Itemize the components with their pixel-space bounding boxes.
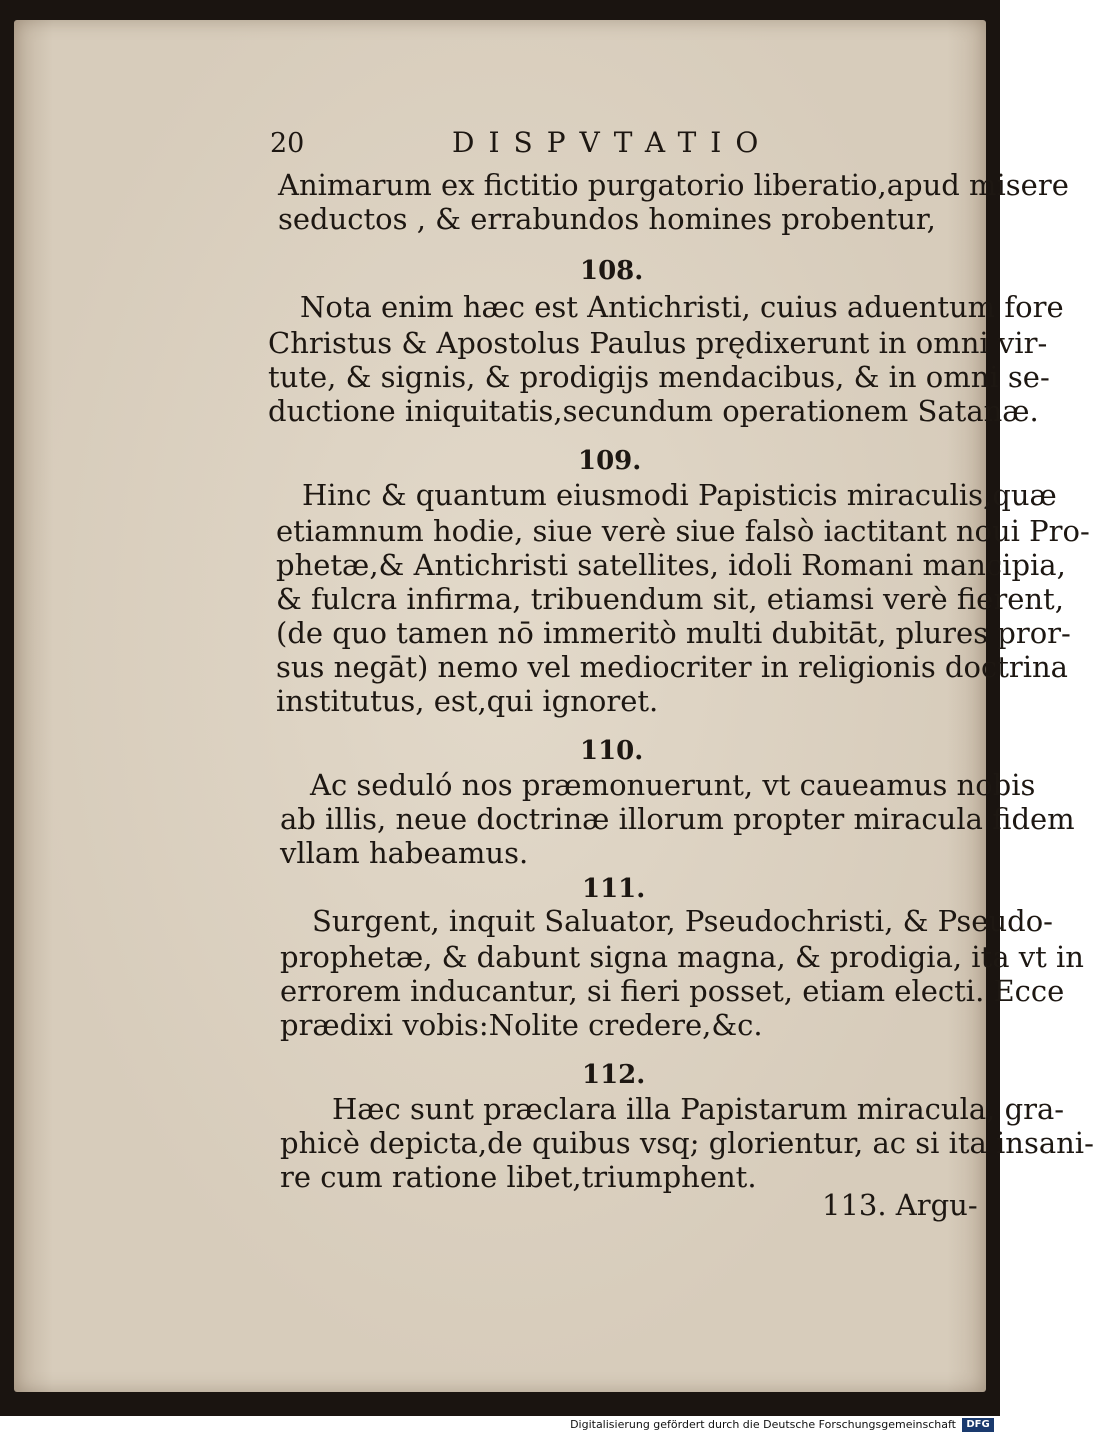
running-head: DISPVTATIO	[452, 126, 773, 159]
catchword: 113. Argu-	[822, 1188, 978, 1222]
page-number: 20	[270, 128, 305, 159]
footer-bar	[0, 1416, 1000, 1436]
text-line: Nota enim hæc est Antichristi, cuius aduentum fore	[300, 290, 1064, 324]
text-line: tute, & signis, & prodigijs mendacibus, & in omni se-	[268, 360, 1050, 394]
text-line: re cum ratione libet,triumphent.	[280, 1160, 757, 1194]
text-line: Animarum ex fictitio purgatorio liberatio,apud misere	[278, 168, 1069, 202]
text-line: ab illis, neue doctrinæ illorum propter miracula fidem	[280, 802, 1075, 836]
text-line: Hæc sunt præclara illa Papistarum miracula, gra-	[332, 1092, 1065, 1126]
text-line: etiamnum hodie, siue verè siue falsò iactitant noui Pro-	[276, 514, 1090, 548]
text-line: prædixi vobis:Nolite credere,&c.	[280, 1008, 763, 1042]
section-number: 109.	[578, 446, 642, 476]
text-line: ductione iniquitatis,secundum operationem Satanæ.	[268, 394, 1039, 428]
text-line: Christus & Apostolus Paulus prędixerunt in omni vir-	[268, 326, 1048, 360]
section-number: 112.	[582, 1060, 646, 1090]
book-page	[14, 20, 1094, 1392]
text-line: institutus, est,qui ignoret.	[276, 684, 659, 718]
text-line: & fulcra infirma, tribuendum sit, etiamsi verè fierent,	[276, 582, 1064, 616]
text-line: Surgent, inquit Saluator, Pseudochristi, & Pseudo-	[312, 904, 1053, 938]
text-line: (de quo tamen nō immeritò multi dubitāt, plures pror-	[276, 616, 1071, 650]
dfg-logo-icon: DFG	[962, 1418, 994, 1432]
text-line: Hinc & quantum eiusmodi Papisticis miraculis,quæ	[302, 478, 1057, 512]
text-line: errorem inducantur, si fieri posset, etiam electi. Ecce	[280, 974, 1065, 1008]
section-number: 110.	[580, 736, 644, 766]
section-number: 108.	[580, 256, 644, 286]
text-line: prophetæ, & dabunt signa magna, & prodigia, ita vt in	[280, 940, 1084, 974]
text-line: seductos , & errabundos homines probentur,	[278, 202, 936, 236]
text-line: phetæ,& Antichristi satellites, idoli Romani mancipia,	[276, 548, 1066, 582]
funding-credit: Digitalisierung gefördert durch die Deutsche Forschungsgemeinschaft	[570, 1418, 956, 1431]
text-line: phicè depicta,de quibus vsq; glorientur, ac si ita insani-	[280, 1126, 1094, 1160]
section-number: 111.	[582, 874, 646, 904]
text-line: Ac seduló nos præmonuerunt, vt caueamus nobis	[310, 768, 1036, 802]
text-line: vllam habeamus.	[280, 836, 529, 870]
text-line: sus negāt) nemo vel mediocriter in religionis doctrina	[276, 650, 1068, 684]
